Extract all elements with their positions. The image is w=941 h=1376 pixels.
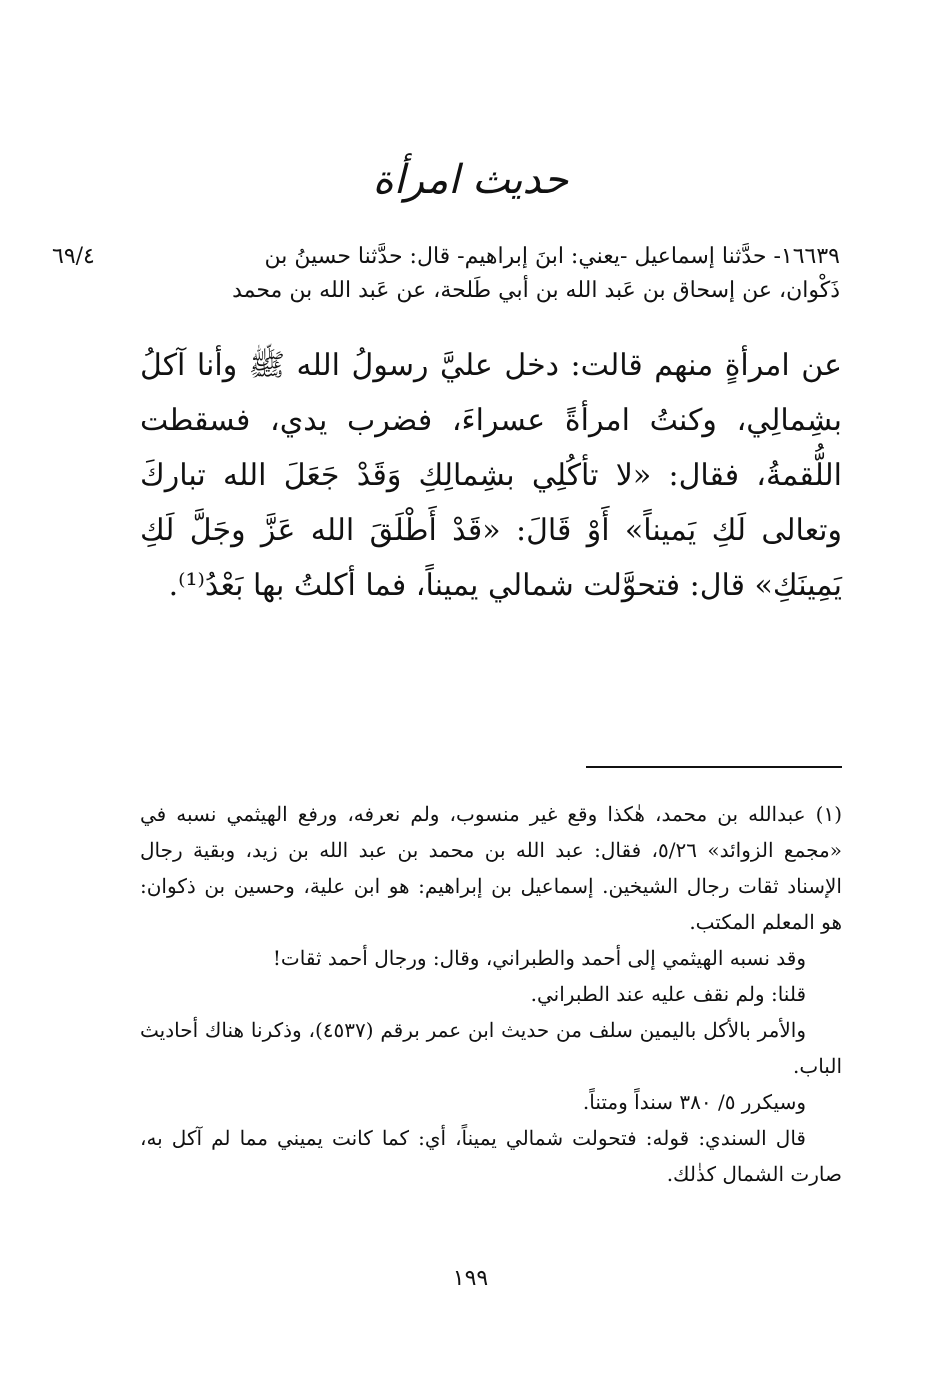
footnotes: [140, 796, 842, 1192]
footnote-paragraph: وقد نسبه الهيثمي إلى أحمد والطبراني، وقال: ورجال أحمد ثقات!: [272, 946, 806, 970]
footnote-separator: [586, 766, 842, 768]
page-number: ١٩٩: [452, 1266, 489, 1291]
section-heading: حديث امرأة: [372, 157, 569, 203]
hadith-text: [140, 338, 842, 613]
footnote-paragraph: (١) عبدالله بن محمد، هٰكذا وقع غير منسوب، ولم نعرفه، ورفع الهيثمي نسبه في «مجمع الزوائد» ٥/٢٦، فقال: عبد الله بن محمد بن عبد الله بن زيد، وبقية رجال الإسناد ثقات رجال الشيخين. إسماعيل بن إبراهيم: هو ابن علية، وحسين بن ذكوان: هو المعلم المكتب.: [140, 802, 843, 934]
hadith-matn: عن امرأةٍ منهم قالت: دخل عليَّ رسولُ الله ﷺ وأنا آكلُ بشِمالِي، وكنتُ امرأةً عسراءَ، فضرب يدي، فسقطت اللُّقمةُ، فقال: «لا تأكُلِي بشِمالِكِ وَقَدْ جَعَلَ الله تباركَ وتعالى لَكِ يَميناً» أَوْ قَالَ: «قَدْ أَطْلَقَ الله عَزَّ وجَلَّ لَكِ يَمِينَكِ» قال: فتحوَّلت شمالي يميناً، فما أكلتُ بها بَعْدُ⁽¹⁾.: [140, 348, 842, 603]
isnad-line-2: ذَكْوان، عن إسحاق بن عَبد الله بن أبي طَلحة، عن عَبد الله بن محمد: [232, 278, 840, 303]
footnote-paragraph: قلنا: ولم نقف عليه عند الطبراني.: [530, 982, 806, 1006]
margin-volume-page-reference: ٦٩/٤: [52, 244, 95, 269]
footnote-paragraph: قال السندي: قوله: فتحولت شمالي يميناً، أي: كما كانت يميني مما لم آكل به، صارت الشمال كذٰلك.: [140, 1126, 842, 1186]
isnad-line-1: ١٦٦٣٩- حدَّثنا إسماعيل -يعني: ابنَ إبراهيم- قال: حدَّثنا حسينُ بن: [264, 244, 840, 269]
footnote-paragraph: وسيكرر ٥/ ٣٨٠ سنداً ومتناً.: [582, 1090, 806, 1114]
hadith-isnad: [140, 240, 840, 308]
footnote-paragraph: والأمر بالأكل باليمين سلف من حديث ابن عمر برقم (٤٥٣٧)، وذكرنا هناك أحاديث الباب.: [140, 1018, 842, 1078]
